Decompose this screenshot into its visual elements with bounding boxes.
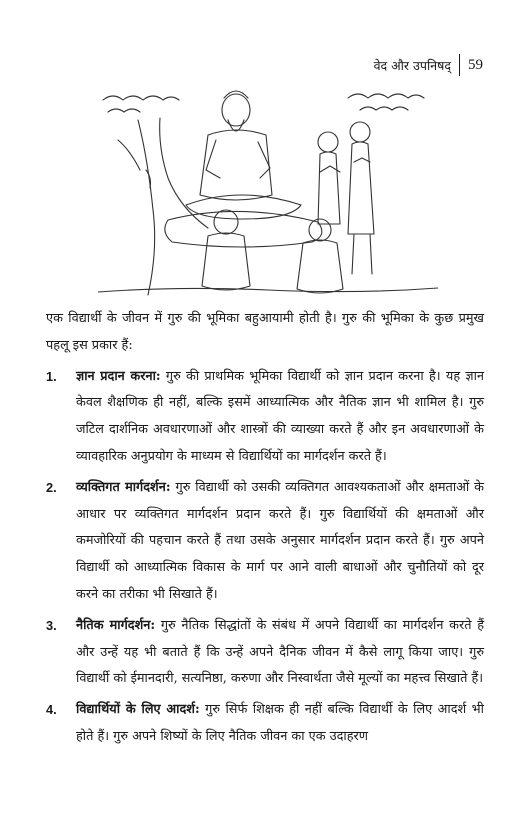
page-number: 59 <box>468 56 483 73</box>
item-text: गुरु विद्यार्थी को उसकी व्यक्तिगत आवश्यकताओं और क्षमताओं के आधार पर व्यक्तिगत मार्गदर्शन प्रदान करते हैं। गुरु विद्यार्थियों की क्षमताओं और कमजोरियों की पहचान करते हैं तथा उसके अनुसार मार्गदर्शन प्रदान करते हैं। गुरु अपने विद्यार्थी को आध्यात्मिक विकास के मार्ग पर आने वाली बाधाओं और चुनौतियों को दूर करने का तरीका भी सिखाते हैं। <box>76 479 484 602</box>
item-number: 4. <box>46 702 57 718</box>
item-number: 3. <box>46 617 57 633</box>
header-divider <box>459 54 460 76</box>
intro-paragraph: एक विद्यार्थी के जीवन में गुरु की भूमिका बहुआयामी होती है। गुरु की भूमिका के कुछ प्रमुख पहलू इस प्रकार हैं: <box>46 311 484 353</box>
item-term: विद्यार्थियों के लिए आदर्श: <box>76 702 200 718</box>
item-term: ज्ञान प्रदान करना: <box>76 368 161 384</box>
list-item <box>46 613 484 693</box>
item-body <box>76 697 484 751</box>
running-header <box>374 54 483 76</box>
list-item <box>46 364 484 471</box>
item-text: गुरु सिर्फ शिक्षक ही नहीं बल्कि विद्यार्थी के लिए आदर्श भी होते हैं। गुरु अपने शिष्यों के लिए नैतिक जीवन का एक उदाहरण <box>76 702 484 744</box>
main-text <box>46 306 484 755</box>
item-body <box>76 475 484 609</box>
header-title: वेद और उपनिषद् <box>373 57 451 73</box>
item-number: 1. <box>46 368 57 384</box>
guru-disciples-illustration <box>98 80 438 300</box>
item-text: गुरु की प्राथमिक भूमिका विद्यार्थी को ज्ञान प्रदान करना है। यह ज्ञान केवल शैक्षणिक ही नहीं, बल्कि इसमें आध्यात्मिक और नैतिक ज्ञान भी शामिल है। गुरु जटिल दार्शनिक अवधारणाओं और शास्त्रों की व्याख्या करते हैं और इन अवधारणाओं के व्यावहारिक अनुप्रयोग के माध्यम से विद्यार्थियों का मार्गदर्शन करते हैं। <box>76 368 484 464</box>
item-term: व्यक्तिगत मार्गदर्शन: <box>76 479 171 495</box>
item-text: गुरु नैतिक सिद्धांतों के संबंध में अपने विद्यार्थी का मार्गदर्शन करते हैं और उन्हें यह भी बताते हैं कि उन्हें अपने दैनिक जीवन में कैसे लागू किया जाए। गुरु विद्यार्थी को ईमानदारी, सत्यनिष्ठा, करुणा और निस्वार्थता जैसे मूल्यों का महत्त्व सिखाते हैं। <box>76 617 484 687</box>
list-item <box>46 697 484 751</box>
item-term: नैतिक मार्गदर्शन: <box>76 617 156 633</box>
item-body <box>76 613 484 693</box>
item-body <box>76 364 484 471</box>
item-number: 2. <box>46 479 57 495</box>
list-item <box>46 475 484 609</box>
